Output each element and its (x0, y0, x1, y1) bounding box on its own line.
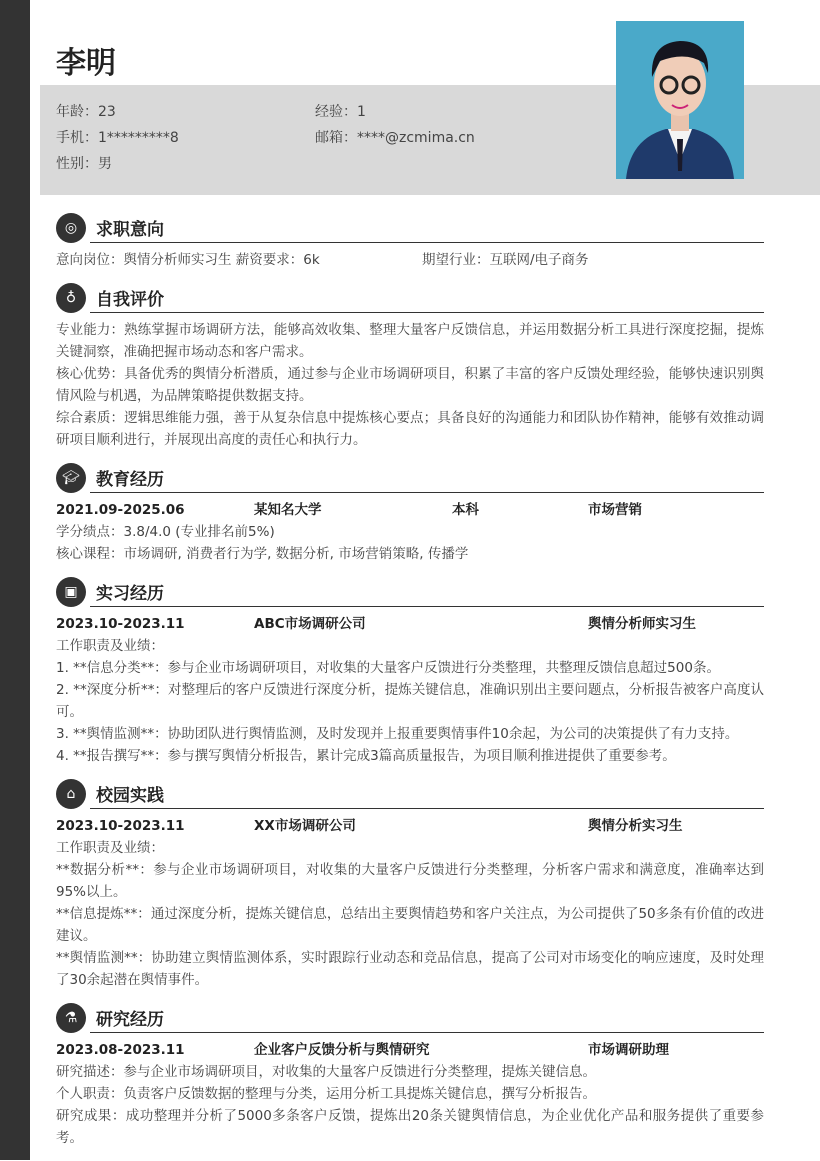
target-icon: ◎ (56, 213, 86, 243)
section-title: 实习经历 (90, 583, 764, 607)
project: 企业客户反馈分析与舆情研究 (254, 1042, 430, 1058)
date: 2023.10-2023.11 (56, 818, 185, 834)
section-title: 教育经历 (90, 469, 764, 493)
date: 2023.08-2023.11 (56, 1042, 185, 1058)
age: 年龄：23 (56, 104, 116, 120)
flask-icon: ⚗ (56, 1003, 86, 1033)
paragraph: 4. **报告撰写**：参与撰写舆情分析报告，累计完成3篇高质量报告，为项目顺利推进提供了重要参考。 (56, 748, 676, 764)
expected-industry: 期望行业：互联网/电子商务 (422, 252, 589, 268)
role: 舆情分析师实习生 (588, 616, 696, 632)
section-internship (56, 577, 764, 767)
section-campus-practice (56, 779, 764, 991)
date: 2021.09-2025.06 (56, 502, 185, 518)
section-title: 研究经历 (90, 1009, 764, 1033)
section-title: 校园实践 (90, 785, 764, 809)
paragraph: 学分绩点：3.8/4.0 (专业排名前5%) (56, 524, 275, 540)
gender: 性别：男 (56, 156, 112, 172)
paragraph: **信息提炼**：通过深度分析，提炼关键信息，总结出主要舆情趋势和客户关注点，为公司提供了50多条有价值的改进建议。 (56, 906, 764, 944)
paragraph: 个人职责：负责客户反馈数据的整理与分类，运用分析工具提炼关键信息，撰写分析报告。 (56, 1086, 596, 1102)
date: 2023.10-2023.11 (56, 616, 185, 632)
lightbulb-icon: ♁ (56, 283, 86, 313)
email: 邮箱：****@zcmima.cn (315, 130, 475, 146)
paragraph: 核心优势：具备优秀的舆情分析潜质，通过参与企业市场调研项目，积累了丰富的客户反馈处理经验，能够快速识别舆情风险与机遇，为品牌策略提供数据支持。 (56, 366, 764, 404)
paragraph: 工作职责及业绩： (56, 840, 164, 856)
briefcase-icon: ▣ (56, 577, 86, 607)
phone: 手机：1*********8 (56, 130, 179, 146)
paragraph: **舆情监测**：协助建立舆情监测体系，实时跟踪行业动态和竞品信息，提高了公司对市场变化的响应速度，及时处理了30余起潜在舆情事件。 (56, 950, 764, 988)
paragraph: 核心课程：市场调研, 消费者行为学, 数据分析, 市场营销策略, 传播学 (56, 546, 469, 562)
section-research (56, 1003, 764, 1149)
candidate-name: 李明 (56, 46, 116, 81)
paragraph: 研究成果：成功整理并分析了5000多条客户反馈，提炼出20条关键舆情信息，为企业优化产品和服务提供了重要参考。 (56, 1108, 764, 1146)
organization: XX市场调研公司 (254, 818, 356, 834)
graduation-cap-icon: 🎓︎ (56, 463, 86, 493)
paragraph: 专业能力：熟练掌握市场调研方法，能够高效收集、整理大量客户反馈信息，并运用数据分析工具进行深度挖掘，提炼关键洞察，准确把握市场动态和客户需求。 (56, 322, 764, 360)
profile-photo (616, 21, 744, 179)
paragraph: 1. **信息分类**：参与企业市场调研项目，对收集的大量客户反馈进行分类整理，共整理反馈信息超过500条。 (56, 660, 720, 676)
paragraph: 3. **舆情监测**：协助团队进行舆情监测，及时发现并上报重要舆情事件10余起，为公司的决策提供了有力支持。 (56, 726, 739, 742)
role: 舆情分析实习生 (588, 818, 683, 834)
section-job-intent (56, 213, 764, 271)
paragraph: 研究描述：参与企业市场调研项目，对收集的大量客户反馈进行分类整理，提炼关键信息。 (56, 1064, 596, 1080)
paragraph: 综合素质：逻辑思维能力强，善于从复杂信息中提炼核心要点；具备良好的沟通能力和团队协作精神，能够有效推动调研项目顺利进行，并展现出高度的责任心和执行力。 (56, 410, 764, 448)
building-icon: ⌂ (56, 779, 86, 809)
major: 市场营销 (588, 502, 642, 518)
experience: 经验：1 (315, 104, 366, 120)
section-education (56, 463, 764, 565)
paragraph: 工作职责及业绩： (56, 638, 164, 654)
role: 市场调研助理 (588, 1042, 669, 1058)
paragraph: **数据分析**：参与企业市场调研项目，对收集的大量客户反馈进行分类整理，分析客户需求和满意度，准确率达到95%以上。 (56, 862, 764, 900)
section-title: 自我评价 (90, 289, 764, 313)
degree: 本科 (452, 502, 479, 518)
section-title: 求职意向 (90, 219, 764, 243)
intended-position: 意向岗位：舆情分析师实习生 薪资要求：6k (56, 252, 320, 268)
section-self-evaluation (56, 283, 764, 451)
paragraph: 2. **深度分析**：对整理后的客户反馈进行深度分析，提炼关键信息，准确识别出主要问题点，分析报告被客户高度认可。 (56, 682, 764, 720)
school: 某知名大学 (254, 502, 322, 518)
left-sidebar-bar (0, 0, 30, 1160)
company: ABC市场调研公司 (254, 616, 366, 632)
